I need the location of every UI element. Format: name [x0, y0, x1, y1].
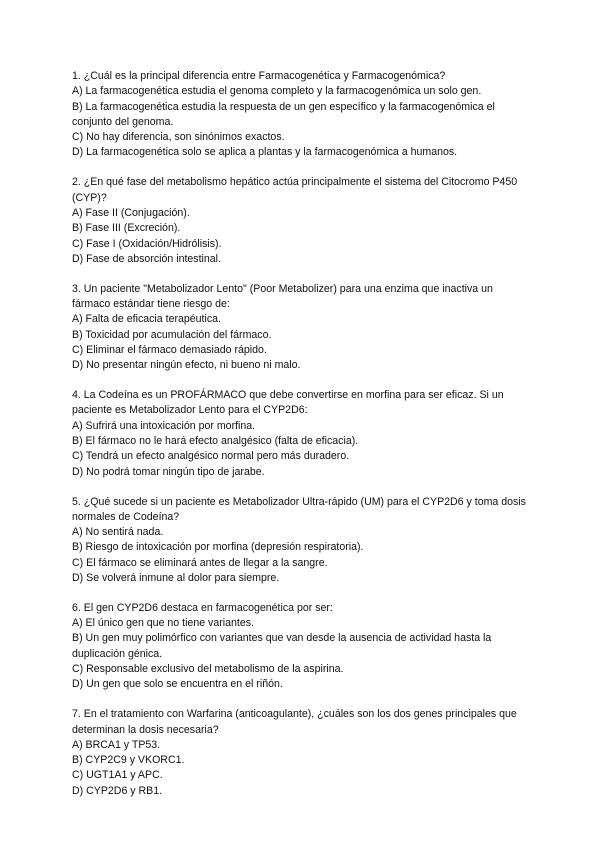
question-text: 2. ¿En qué fase del metabolismo hepático actúa principalmente el sistema del Citocromo P450 (CYP)? — [72, 176, 518, 204]
option-d: D) Fase de absorción intestinal. — [72, 252, 221, 265]
option-d: D) Se volverá inmune al dolor para siempre. — [72, 571, 280, 584]
option-d: D) Un gen que solo se encuentra en el riñón. — [72, 678, 283, 691]
option-b: B) La farmacogenética estudia la respuesta de un gen específico y la farmacogenómica el conjunto del genoma. — [72, 100, 495, 128]
option-c: C) UGT1A1 y APC. — [72, 769, 163, 782]
question-5 — [72, 495, 528, 587]
option-a: A) El único gen que no tiene variantes. — [72, 617, 254, 630]
option-b: B) CYP2C9 y VKORC1. — [72, 754, 185, 767]
option-b: B) Fase III (Excreción). — [72, 222, 181, 235]
question-3 — [72, 282, 528, 374]
question-6 — [72, 601, 528, 693]
option-c: C) Eliminar el fármaco demasiado rápido. — [72, 343, 267, 356]
option-b: B) Riesgo de intoxicación por morfina (depresión respiratoria). — [72, 541, 364, 554]
question-7 — [72, 707, 528, 799]
option-b: B) Toxicidad por acumulación del fármaco. — [72, 328, 272, 341]
option-a: A) Falta de eficacia terapéutica. — [72, 313, 221, 326]
question-2 — [72, 175, 528, 267]
question-text: 5. ¿Qué sucede si un paciente es Metabolizador Ultra-rápido (UM) para el CYP2D6 y toma dosis normales de Codeína? — [72, 495, 526, 523]
option-a: A) Sufrirá una intoxicación por morfina. — [72, 419, 256, 432]
question-text: 6. El gen CYP2D6 destaca en farmacogenética por ser: — [72, 601, 333, 614]
option-d: D) No podrá tomar ningún tipo de jarabe. — [72, 465, 265, 478]
option-c: C) Fase I (Oxidación/Hidrólisis). — [72, 237, 222, 250]
option-a: A) No sentirá nada. — [72, 526, 164, 539]
option-c: C) Responsable exclusivo del metabolismo de la aspirina. — [72, 663, 344, 676]
question-text: 1. ¿Cuál es la principal diferencia entre Farmacogenética y Farmacogenómica? — [72, 70, 446, 82]
quiz-content — [72, 69, 528, 814]
question-text: 4. La Codeína es un PROFÁRMACO que debe convertirse en morfina para ser eficaz. Si un paciente es Metabolizador Lento para el CYP2D6: — [72, 389, 504, 417]
option-b: B) El fármaco no le hará efecto analgésico (falta de eficacia). — [72, 435, 359, 448]
option-b: B) Un gen muy polimórfico con variantes que van desde la ausencia de actividad hasta la duplicación génica. — [72, 632, 492, 660]
option-c: C) El fármaco se eliminará antes de llegar a la sangre. — [72, 556, 328, 569]
option-d: D) CYP2D6 y RB1. — [72, 784, 163, 797]
option-a: A) BRCA1 y TP53. — [72, 738, 161, 751]
question-4 — [72, 388, 528, 480]
option-a: A) La farmacogenética estudia el genoma completo y la farmacogenómica un solo gen. — [72, 85, 482, 98]
option-a: A) Fase II (Conjugación). — [72, 206, 190, 219]
option-d: D) La farmacogenética solo se aplica a plantas y la farmacogenómica a humanos. — [72, 146, 458, 159]
question-text: 7. En el tratamiento con Warfarina (anticoagulante), ¿cuáles son los dos genes principales que determinan la dosis necesaria? — [72, 708, 517, 736]
option-c: C) Tendrá un efecto analgésico normal pero más duradero. — [72, 450, 350, 463]
question-text: 3. Un paciente "Metabolizador Lento" (Poor Metabolizer) para una enzima que inactiva un fármaco estándar tiene riesgo de: — [72, 282, 493, 311]
option-c: C) No hay diferencia, son sinónimos exactos. — [72, 131, 285, 144]
option-d: D) No presentar ningún efecto, ni bueno ni malo. — [72, 359, 301, 372]
question-1 — [72, 69, 528, 161]
